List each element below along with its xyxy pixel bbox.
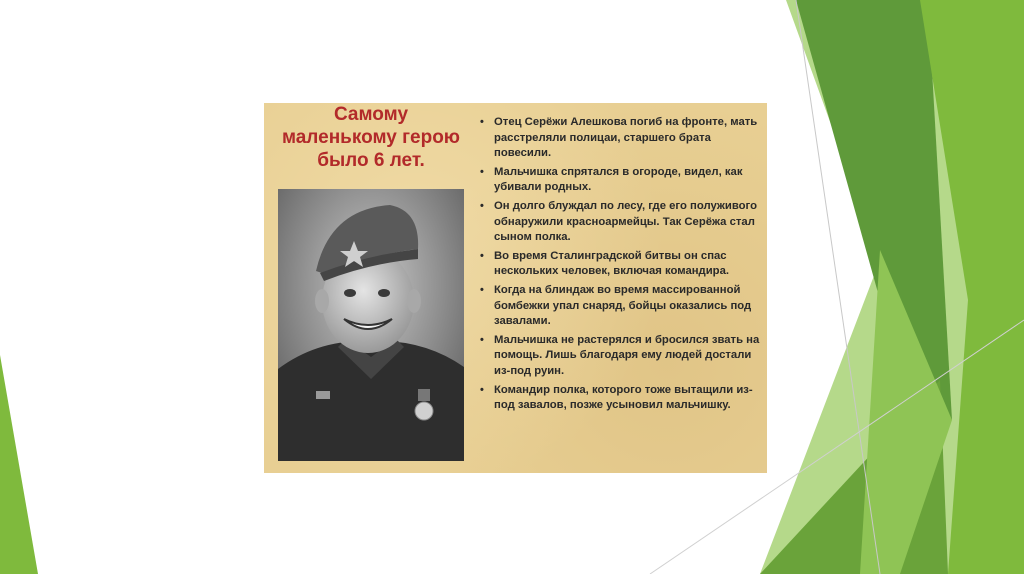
fact-text: Мальчишка спрятался в огороде, видел, как убивали родных. — [494, 165, 743, 194]
fact-text: Когда на блиндаж во время массированной бомбежки упал снаряд, бойцы оказались под завалами. — [494, 283, 752, 328]
fact-text: Командир полка, которого тоже вытащили из-под завалов, позже усыновил мальчишку. — [494, 383, 753, 412]
fact-item — [480, 165, 760, 196]
boy-photo — [278, 189, 464, 461]
fact-item — [480, 199, 760, 246]
fact-item — [480, 333, 760, 380]
left-green-strip — [0, 355, 38, 574]
slide-card — [264, 103, 767, 473]
slide-title: Самому маленькому герою было 6 лет. — [281, 104, 461, 171]
fact-item — [480, 283, 760, 330]
bullet-icon: • — [480, 283, 484, 296]
boy-portrait-illustration — [278, 189, 464, 461]
fact-text: Мальчишка не растерялся и бросился звать на помощь. Лишь благодаря ему людей достали из-под руин. — [494, 333, 760, 377]
fact-text: Он долго блуждал по лесу, где его полуживого обнаружили красноармейцы. Так Серёжа стал сыном полка. — [494, 199, 757, 244]
bullet-icon: • — [480, 165, 484, 178]
fact-text: Отец Серёжи Алешкова погиб на фронте, мать расстреляли полицаи, старшего брата повесили. — [494, 116, 758, 160]
bullet-icon: • — [480, 249, 484, 262]
bullet-icon: • — [480, 383, 484, 396]
bullet-icon: • — [480, 199, 484, 212]
bullet-icon: • — [480, 333, 484, 346]
bullet-icon: • — [480, 116, 484, 128]
fact-item — [480, 249, 760, 280]
fact-item — [480, 115, 760, 162]
fact-item — [480, 383, 760, 414]
facts-list — [480, 115, 760, 417]
fact-text: Во время Сталинградской битвы он спас нескольких человек, включая командира. — [494, 249, 729, 278]
